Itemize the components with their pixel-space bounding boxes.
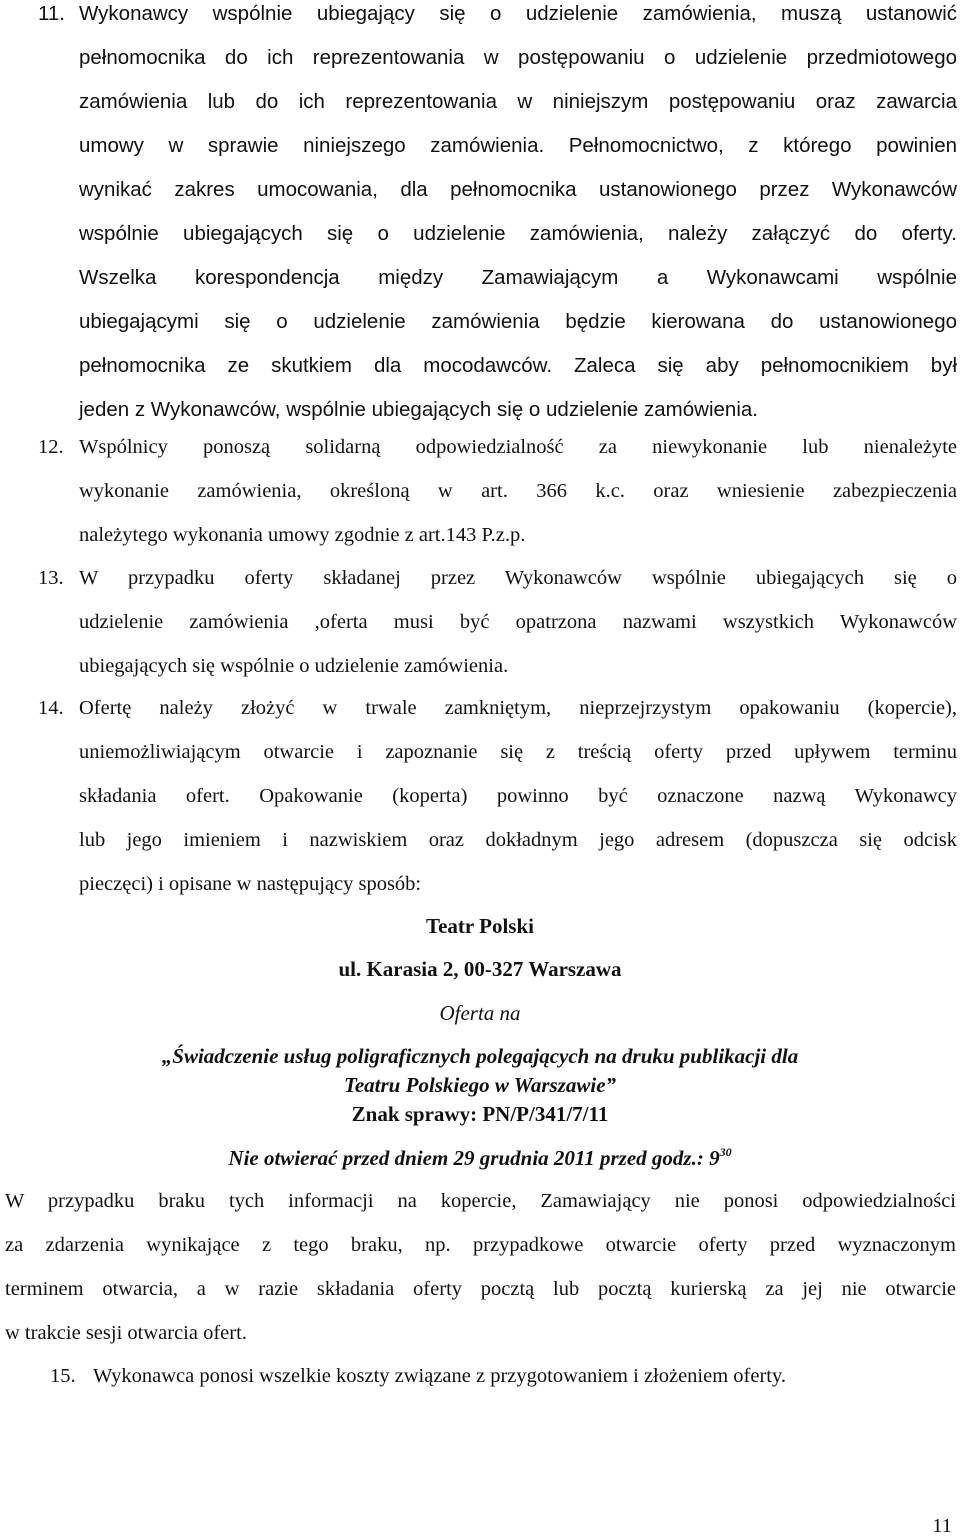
item-line: pełnomocnika ze skutkiem dla mocodawców. Zaleca się aby pełnomocnikiem był (79, 354, 957, 377)
item-number: 13. (38, 567, 64, 589)
page-number: 11 (932, 1515, 952, 1537)
item-number: 14. (38, 697, 64, 719)
item-line: udzielenie zamówienia ,oferta musi być opatrzona nazwami wszystkich Wykonawców (79, 611, 957, 633)
envelope-subject-line2: Teatru Polskiego w Warszawie” (343, 1073, 617, 1097)
item-line: Ofertę należy złożyć w trwale zamkniętym, nieprzejrzystym opakowaniu (kopercie), (79, 697, 957, 719)
item-line: wynikać zakres umocowania, dla pełnomocnika ustanowionego przez Wykonawców (79, 178, 957, 201)
item-line: pieczęci) i opisane w następujący sposób: (79, 873, 422, 895)
item-line: umowy w sprawie niniejszego zamówienia. Pełnomocnictwo, z którego powinien (79, 134, 957, 157)
envelope-address: ul. Karasia 2, 00-327 Warszawa (338, 957, 622, 981)
item-line: W przypadku oferty składanej przez Wykonawców wspólnie ubiegających się o (79, 567, 957, 589)
envelope-subject-line1: „Świadczenie usług poligraficznych polegających na druku publikacji dla (161, 1044, 799, 1068)
disclaimer-line: terminem otwarcia, a w razie składania oferty pocztą lub pocztą kurierską za jej nie otwarcie (5, 1278, 956, 1300)
item-line: ubiegającymi się o udzielenie zamówienia będzie kierowana do ustanowionego (79, 310, 957, 333)
item-number: 12. (38, 436, 64, 458)
disclaimer-line: W przypadku braku tych informacji na kopercie, Zamawiający nie ponosi odpowiedzialności (5, 1190, 956, 1212)
item-line: składania ofert. Opakowanie (koperta) powinno być oznaczone nazwą Wykonawcy (79, 785, 957, 807)
item-number: 11. (38, 2, 65, 25)
item-number: 15. (50, 1365, 76, 1387)
do-not-open-minutes: 30 (719, 1145, 732, 1159)
item-line: wspólnie ubiegających się o udzielenie zamówienia, należy załączyć do oferty. (79, 222, 957, 245)
item-line: uniemożliwiającym otwarcie i zapoznanie się z treścią oferty przed upływem terminu (79, 741, 957, 763)
item-line: Wykonawcy wspólnie ubiegający się o udzielenie zamówienia, muszą ustanowić (79, 2, 957, 25)
item-line: pełnomocnika do ich reprezentowania w postępowaniu o udzielenie przedmiotowego (79, 46, 957, 69)
item-line: Wspólnicy ponoszą solidarną odpowiedzialność za niewykonanie lub nienależyte (79, 436, 957, 458)
item-line: zamówienia lub do ich reprezentowania w niniejszym postępowaniu oraz zawarcia (79, 90, 957, 113)
item-line: ubiegających się wspólnie o udzielenie zamówienia. (79, 655, 509, 677)
item-line: Wszelka korespondencja między Zamawiającym a Wykonawcami wspólnie (79, 266, 957, 289)
item-line: lub jego imieniem i nazwiskiem oraz dokładnym jego adresem (dopuszcza się odcisk (79, 829, 957, 851)
envelope-recipient: Teatr Polski (426, 914, 534, 938)
item-line: należytego wykonania umowy zgodnie z art.143 P.z.p. (79, 524, 526, 546)
envelope-offer-for: Oferta na (439, 1001, 521, 1025)
disclaimer-line: za zdarzenia wynikające z tego braku, np. przypadkowe otwarcie oferty przed wyznaczonym (5, 1234, 956, 1256)
item-line: jeden z Wykonawców, wspólnie ubiegających się o udzielenie zamówienia. (79, 398, 758, 421)
do-not-open-text: Nie otwierać przed dniem 29 grudnia 2011 przed godz.: 9 (228, 1146, 720, 1170)
envelope-case-number: Znak sprawy: PN/P/341/7/11 (351, 1102, 609, 1126)
envelope-do-not-open (0, 1144, 960, 1172)
item-line: Wykonawca ponosi wszelkie koszty związane z przygotowaniem i złożeniem oferty. (93, 1365, 787, 1387)
item-line: wykonanie zamówienia, określoną w art. 366 k.c. oraz wniesienie zabezpieczenia (79, 480, 957, 502)
disclaimer-line: w trakcie sesji otwarcia ofert. (5, 1322, 247, 1344)
